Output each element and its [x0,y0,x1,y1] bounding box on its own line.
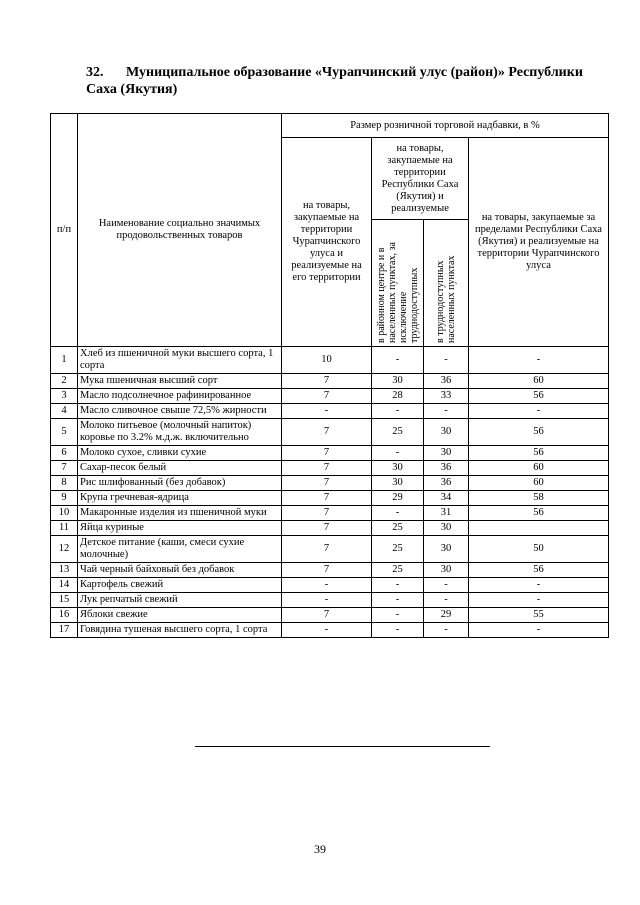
markup-outside: 58 [469,491,609,506]
row-number: 3 [51,389,78,404]
markup-district-centre: - [372,347,424,374]
product-name: Масло сливочное свыше 72,5% жирности [78,404,282,419]
markup-local: 7 [282,389,372,404]
row-number: 16 [51,608,78,623]
product-name: Говядина тушеная высшего сорта, 1 сорта [78,623,282,638]
markup-district-centre: 25 [372,419,424,446]
markup-local: 7 [282,476,372,491]
markup-remote: 30 [424,563,469,578]
markup-local: 7 [282,563,372,578]
markup-local: 7 [282,536,372,563]
table-row [51,461,609,476]
section-number: 32. [86,65,104,80]
markup-remote: 30 [424,521,469,536]
markup-local: 7 [282,374,372,389]
markup-district-centre: 25 [372,563,424,578]
row-number: 11 [51,521,78,536]
product-name: Картофель свежий [78,578,282,593]
markup-remote: 34 [424,491,469,506]
markup-remote: - [424,404,469,419]
product-name: Яблоки свежие [78,608,282,623]
row-number: 8 [51,476,78,491]
header-number: п/п [51,114,78,347]
product-name: Хлеб из пшеничной муки высшего сорта, 1 сорта [78,347,282,374]
markup-district-centre: - [372,623,424,638]
markup-remote: 36 [424,476,469,491]
markup-district-centre: 29 [372,491,424,506]
markup-district-centre: - [372,446,424,461]
product-name: Рис шлифованный (без добавок) [78,476,282,491]
markup-district-centre: - [372,593,424,608]
markup-remote: - [424,593,469,608]
table-row [51,389,609,404]
table-row [51,476,609,491]
markup-remote: 30 [424,419,469,446]
product-name: Сахар-песок белый [78,461,282,476]
markup-remote: 30 [424,536,469,563]
section-heading [86,64,606,98]
markup-local: 7 [282,461,372,476]
table-row [51,563,609,578]
markup-outside: 56 [469,446,609,461]
header-district-centre [372,220,424,347]
markup-district-centre: - [372,578,424,593]
header-local-goods: на товары, закупаемые на территории Чурапчинского улуса и реализуемые на его территории [282,138,372,347]
markup-remote: 33 [424,389,469,404]
row-number: 2 [51,374,78,389]
table-row [51,446,609,461]
markup-outside: 56 [469,389,609,404]
markup-remote: - [424,578,469,593]
markup-local: 7 [282,446,372,461]
table-row [51,536,609,563]
markup-local: - [282,623,372,638]
table-row [51,578,609,593]
separator-line [195,746,490,747]
markup-local: 7 [282,506,372,521]
row-number: 17 [51,623,78,638]
table-row [51,608,609,623]
table-row [51,374,609,389]
table-row [51,404,609,419]
markup-outside: - [469,347,609,374]
product-name: Детское питание (каши, смеси сухие молочные) [78,536,282,563]
row-number: 13 [51,563,78,578]
page-number: 39 [314,842,326,856]
markup-outside: - [469,578,609,593]
row-number: 6 [51,446,78,461]
markup-remote: 36 [424,461,469,476]
table-row [51,506,609,521]
row-number: 1 [51,347,78,374]
header-name: Наименование социально значимых продовольственных товаров [78,114,282,347]
markup-table [50,113,609,638]
product-name: Мука пшеничная высший сорт [78,374,282,389]
markup-remote: 36 [424,374,469,389]
markup-outside: 56 [469,419,609,446]
markup-remote: - [424,347,469,374]
product-name: Молоко питьевое (молочный напиток) коровье по 3.2% м.д.ж. включительно [78,419,282,446]
markup-district-centre: - [372,404,424,419]
markup-district-centre: 30 [372,374,424,389]
markup-district-centre: 30 [372,476,424,491]
markup-district-centre: - [372,608,424,623]
markup-local: - [282,593,372,608]
markup-local: 7 [282,491,372,506]
product-name: Крупа гречневая-ядрица [78,491,282,506]
markup-district-centre: 30 [372,461,424,476]
markup-remote: 30 [424,446,469,461]
markup-outside: 60 [469,461,609,476]
product-name: Макаронные изделия из пшеничной муки [78,506,282,521]
markup-outside: 60 [469,476,609,491]
product-name: Яйца куриные [78,521,282,536]
row-number: 10 [51,506,78,521]
header-republic-goods: на товары, закупаемые на территории Республики Саха (Якутия) и реализуемые [372,138,469,220]
markup-outside: - [469,404,609,419]
header-outside-goods: на товары, закупаемые за пределами Республики Саха (Якутия) и реализуемые на территории Чурапчинского улуса [469,138,609,347]
markup-outside: 56 [469,563,609,578]
markup-remote: - [424,623,469,638]
product-name: Масло подсолнечное рафинированное [78,389,282,404]
markup-local: - [282,578,372,593]
product-name: Молоко сухое, сливки сухие [78,446,282,461]
row-number: 15 [51,593,78,608]
table-row [51,491,609,506]
markup-district-centre: 28 [372,389,424,404]
header-remote-places-text: в труднодоступных населенных пунктах [435,255,457,343]
markup-outside: 55 [469,608,609,623]
table-row [51,347,609,374]
markup-outside: 50 [469,536,609,563]
markup-outside: - [469,623,609,638]
markup-district-centre: 25 [372,521,424,536]
markup-outside: - [469,593,609,608]
markup-local: 10 [282,347,372,374]
markup-outside: 60 [469,374,609,389]
header-remote-places [424,220,469,347]
table-body [51,347,609,638]
header-district-centre-text: в районном центре и в населенных пунктах, за исключение труднодоступных [375,242,420,343]
table-row [51,593,609,608]
markup-district-centre: 25 [372,536,424,563]
markup-local: - [282,404,372,419]
row-number: 5 [51,419,78,446]
markup-local: 7 [282,521,372,536]
header-markup-size: Размер розничной торговой надбавки, в % [282,114,609,138]
markup-local: 7 [282,419,372,446]
table-row [51,419,609,446]
section-title: Муниципальное образование «Чурапчинский улус (район)» Республики Саха (Якутия) [86,65,583,97]
row-number: 7 [51,461,78,476]
row-number: 12 [51,536,78,563]
markup-remote: 29 [424,608,469,623]
product-name: Чай черный байховый без добавок [78,563,282,578]
table-row [51,521,609,536]
markup-outside [469,521,609,536]
markup-remote: 31 [424,506,469,521]
row-number: 14 [51,578,78,593]
row-number: 4 [51,404,78,419]
row-number: 9 [51,491,78,506]
markup-outside: 56 [469,506,609,521]
markup-district-centre: - [372,506,424,521]
markup-local: 7 [282,608,372,623]
table-row [51,623,609,638]
product-name: Лук репчатый свежий [78,593,282,608]
